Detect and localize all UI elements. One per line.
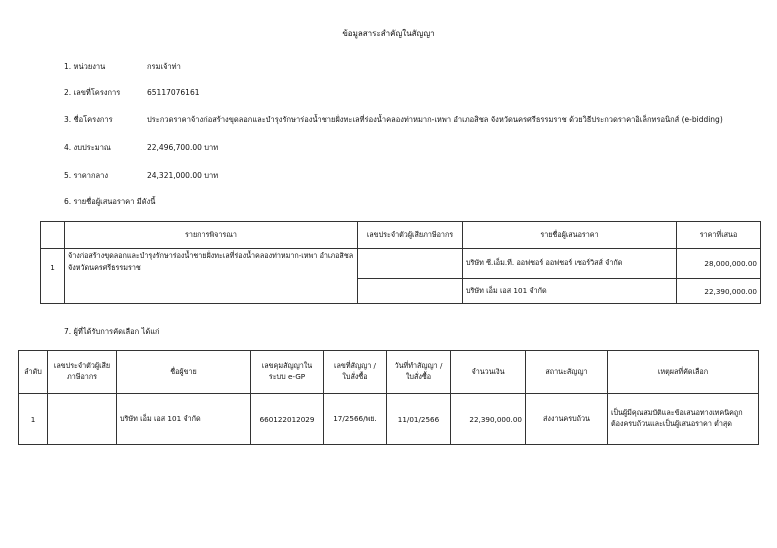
info-label: 2. เลขที่โครงการ [64, 88, 121, 97]
winners-table [18, 350, 759, 445]
table-header: วันที่ทำสัญญา / ใบสั่งซื้อ [387, 351, 451, 394]
info-value: 65117076161 [147, 88, 200, 97]
info-label: 5. ราคากลาง [64, 171, 109, 180]
table-header: รายการพิจารณา [65, 222, 358, 249]
bid-price: 28,000,000.00 [677, 249, 761, 279]
selection-reason: เป็นผู้มีคุณสมบัติและข้อเสนอทางเทคนิคถูกต้องครบถ้วนและเป็นผู้เสนอราคา ต่ำสุด [608, 394, 759, 445]
info-value: ประกวดราคาจ้างก่อสร้างขุดลอกและบำรุงรักษาร่องน้ำชายฝั่งทะเลที่ร่องน้ำคลองท่าหมาก-เหพา อำเภอสิชล จังหวัดนครศรีธรรมราช ด้วยวิธีประกวดราคาอิเล็กทรอนิกส์ (e-bidding) [147, 115, 723, 124]
contract-status: ส่งงานครบถ้วน [526, 394, 608, 445]
table-header-row [41, 222, 761, 249]
info-label: 1. หน่วยงาน [64, 62, 106, 71]
bidder-tax-id [358, 249, 463, 279]
table-header: เลขที่สัญญา / ใบสั่งซื้อ [324, 351, 387, 394]
table-header: เลขคุมสัญญาในระบบ e-GP [251, 351, 324, 394]
table-row [19, 394, 759, 445]
table-header [41, 222, 65, 249]
table-header: เลขประจำตัวผู้เสียภาษีอากร [358, 222, 463, 249]
info-budget [64, 142, 218, 154]
table-header: สถานะสัญญา [526, 351, 608, 394]
bids-table [40, 221, 761, 304]
row-number: 1 [19, 394, 48, 445]
info-agency [64, 61, 181, 73]
item-number: 1 [41, 249, 65, 304]
table-header: ชื่อผู้ขาย [117, 351, 251, 394]
bidder-name: บริษัท ซี.เอ็ม.ที. ออฟชอร์ ออฟชอร์ เซอร์วิสส์ จำกัด [463, 249, 677, 279]
info-project-name [64, 114, 723, 126]
vendor-name: บริษัท เอ็ม เอส 101 จำกัด [117, 394, 251, 445]
info-project-number [64, 87, 200, 99]
info-label: 3. ชื่อโครงการ [64, 115, 113, 124]
table-header-row [19, 351, 759, 394]
bid-section-title: 6. รายชื่อผู้เสนอราคา มีดังนี้ [64, 197, 156, 206]
table-header: ลำดับ [19, 351, 48, 394]
bidder-name: บริษัท เอ็ม เอส 101 จำกัด [463, 279, 677, 304]
winner-tax-id [48, 394, 117, 445]
bidder-tax-id [358, 279, 463, 304]
table-header: เหตุผลที่คัดเลือก [608, 351, 759, 394]
page-title: ข้อมูลสาระสำคัญในสัญญา [342, 29, 435, 38]
bid-price: 22,390,000.00 [677, 279, 761, 304]
table-header: รายชื่อผู้เสนอราคา [463, 222, 677, 249]
info-value: 24,321,000.00 บาท [147, 171, 219, 180]
contract-amount: 22,390,000.00 [451, 394, 526, 445]
table-row [41, 249, 761, 279]
table-header: จำนวนเงิน [451, 351, 526, 394]
item-description: จ้างก่อสร้างขุดลอกและบำรุงรักษาร่องน้ำชายฝั่งทะเลที่ร่องน้ำคลองท่าหมาก-เหพา อำเภอสิชล จังหวัดนครศรีธรรมราช [65, 249, 358, 304]
contract-number: 17/2566/พย. [324, 394, 387, 445]
egp-control-number: 660122012029 [251, 394, 324, 445]
contract-date: 11/01/2566 [387, 394, 451, 445]
info-label: 4. งบประมาณ [64, 143, 111, 152]
info-value: กรมเจ้าท่า [147, 62, 181, 71]
table-header: เลขประจำตัวผู้เสียภาษีอากร [48, 351, 117, 394]
info-value: 22,496,700.00 บาท [147, 143, 219, 152]
winner-section-title: 7. ผู้ที่ได้รับการคัดเลือก ได้แก่ [64, 327, 160, 336]
info-reference-price [64, 170, 218, 182]
table-header: ราคาที่เสนอ [677, 222, 761, 249]
